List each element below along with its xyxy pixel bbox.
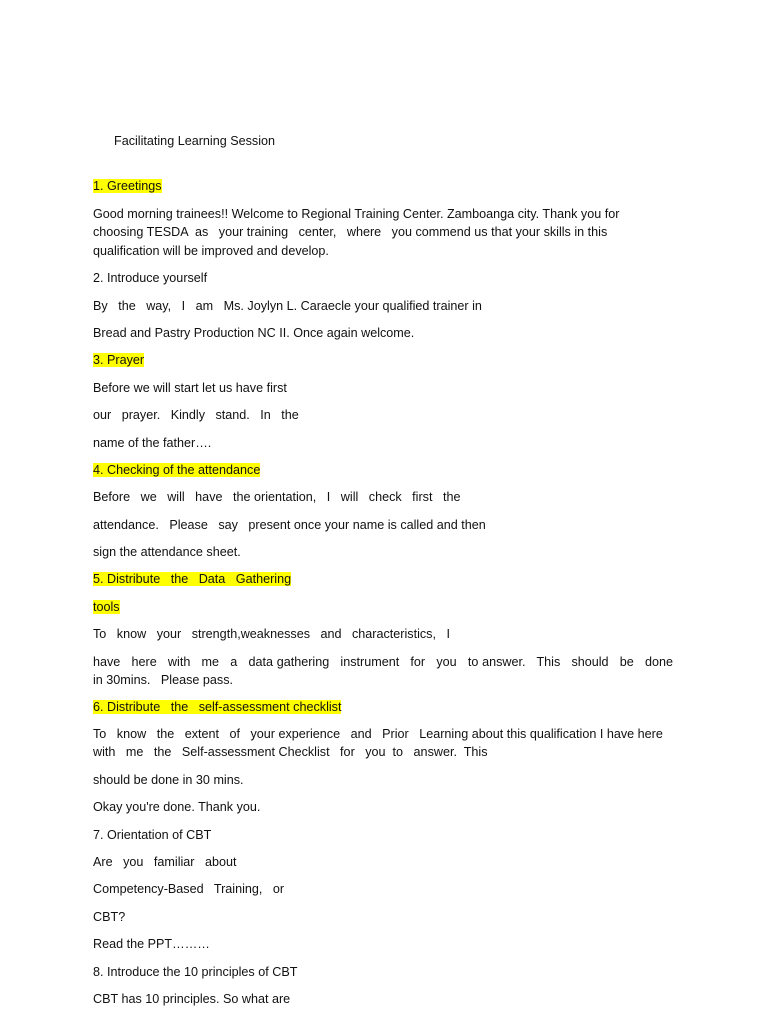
paragraph-prayer-1: Before we will start let us have first <box>93 380 287 395</box>
section-heading-ten-principles: 8. Introduce the 10 principles of CBT <box>93 964 298 979</box>
section-heading-attendance: 4. Checking of the attendance <box>93 462 261 477</box>
section-heading-orientation-cbt: 7. Orientation of CBT <box>93 827 212 842</box>
paragraph-cbt-4: Read the PPT……… <box>93 937 210 952</box>
document-title: Facilitating Learning Session <box>114 134 276 148</box>
paragraph-prayer-2: our prayer. Kindly stand. In the <box>93 408 299 423</box>
paragraph-welcome: Good morning trainees!! Welcome to Regional Training Center. Zamboanga city. Thank you for choosing TESDA as your training center, where you commend us that your skills in this <box>93 206 623 239</box>
paragraph-self-assessment-2: should be done in 30 mins. <box>93 772 244 787</box>
paragraph-attendance-2: attendance. Please say present once your name is called and then <box>93 517 486 532</box>
paragraph-attendance-3: sign the attendance sheet. <box>93 545 241 560</box>
section-heading-introduce-yourself: 2. Introduce yourself <box>93 271 208 286</box>
paragraph-data-gathering-1: To know your strength,weaknesses and characteristics, I <box>93 627 450 642</box>
paragraph-welcome-again: Bread and Pastry Production NC II. Once again welcome. <box>93 325 415 340</box>
paragraph-cbt-3: CBT? <box>93 909 126 924</box>
paragraph-cbt-2: Competency-Based Training, or <box>93 882 285 897</box>
paragraph-cbt-1: Are you familiar about <box>93 854 237 869</box>
paragraph-qualification: qualification will be improved and develop. <box>93 243 329 258</box>
section-heading-prayer: 3. Prayer <box>93 353 145 368</box>
paragraph-principles-1: CBT has 10 principles. So what are <box>93 991 291 1006</box>
paragraph-prayer-3: name of the father…. <box>93 435 212 450</box>
paragraph-self-assessment-3: Okay you're done. Thank you. <box>93 800 261 815</box>
document-body <box>93 114 677 1017</box>
section-heading-data-gathering-cont: tools <box>93 599 120 614</box>
section-heading-data-gathering: 5. Distribute the Data Gathering <box>93 572 292 587</box>
section-heading-greetings: 1. Greetings <box>93 179 162 194</box>
paragraph-self-assessment-1: To know the extent of your experience and Prior Learning about this qualification I have here with me the Self-assessment Checklist for you to answer. This <box>93 727 667 760</box>
section-heading-self-assessment: 6. Distribute the self-assessment checklist <box>93 700 342 715</box>
paragraph-data-gathering-2: have here with me a data gathering instrument for you to answer. This should be done in 30mins. Please pass. <box>93 654 677 687</box>
paragraph-trainer-intro: By the way, I am Ms. Joylyn L. Caraecle your qualified trainer in <box>93 298 482 313</box>
paragraph-attendance-1: Before we will have the orientation, I will check first the <box>93 490 461 505</box>
